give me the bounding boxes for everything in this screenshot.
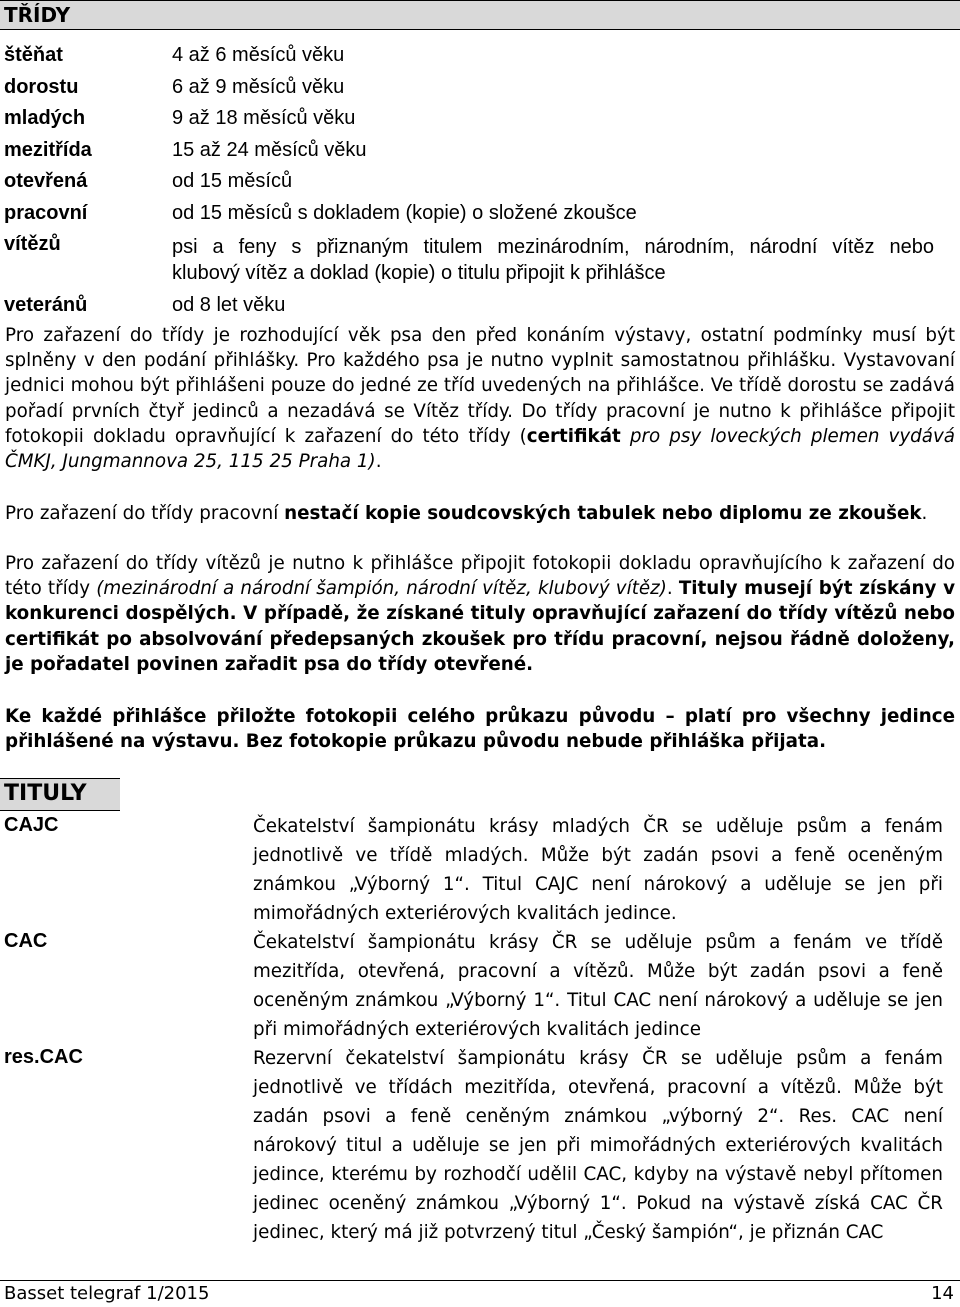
text: Pro zařazení do třídy vítězů je nutno k přihlášce připojit fotokopii dokladu opravňujícího k zařazení do této třídy — [5, 553, 955, 600]
class-desc-continued: klubový vítěz a doklad (kopie) o titulu připojit k přihlášce — [172, 262, 666, 284]
class-row — [4, 233, 954, 293]
class-row — [4, 44, 954, 74]
class-desc: 9 až 18 měsíců věku — [172, 107, 356, 129]
winners-class-paragraph — [5, 551, 955, 677]
class-name: dorostu — [4, 76, 79, 98]
class-row — [4, 294, 954, 324]
class-desc: psi a feny s přiznaným titulem mezinárodním, národním, národní vítěz nebo — [172, 236, 934, 258]
page-footer — [0, 1280, 960, 1307]
italic-text: (mezinárodní a národní šampión, národní vítěz, klubový vítěz) — [96, 578, 667, 600]
pedigree-notice — [5, 704, 955, 754]
classes-heading-bar — [0, 0, 960, 30]
class-row — [4, 170, 954, 200]
class-desc: od 15 měsíců — [172, 170, 293, 192]
class-name: mladých — [4, 107, 86, 129]
text: . — [375, 451, 382, 473]
titles-heading: TITULY — [4, 781, 87, 806]
bold-text: certifikát — [526, 425, 621, 447]
title-desc: Rezervní čekatelství šampionátu krásy ČR se uděluje psům a fenám jednotlivě ve třídách mezitřída, otevřená, pracovní a vítězů. Může být zadán psovi a feně ceněným známkou „výborný 2“. Res. CAC není nárokový titul a uděluje se jen při mimořádných exteriérových kvalitách jedince, kterému by rozhodčí udělil CAC, kdyby na výstavě nebyl přítomen jedinec oceněný známkou „Výborný 1“. Pokud na výstavě získá CAC ČR jedinec, který má již potvrzený titul „Český šampión“, je přiznán CAC — [253, 1048, 943, 1243]
publication-name: Basset telegraf 1/2015 — [4, 1283, 210, 1304]
italic-text: pro psy loveckých plemen vydává ČMKJ, Jungmannova 25, 115 25 Praha 1) — [5, 425, 955, 473]
title-name: CAC — [4, 930, 48, 952]
class-row — [4, 107, 954, 137]
bold-text: Ke každé přihlášce přiložte fotokopii celého průkazu původu – platí pro všechny jedince přihlášené na výstavu. Bez fotokopie průkazu původu nebude přihláška přijata. — [5, 706, 955, 753]
class-row — [4, 139, 954, 169]
title-desc: Čekatelství šampionátu krásy mladých ČR se uděluje psům a fenám jednotlivě ve třídě mladých. Může být zadán psovi a feně oceněným známkou „Výborný 1“. Titul CAJC není nárokový a uděluje se jen při mimořádných exteriérových kvalitách jedince. — [253, 816, 943, 924]
class-name: vítězů — [4, 233, 61, 255]
class-desc: 6 až 9 měsíců věku — [172, 76, 345, 98]
text: Pro zařazení do třídy je rozhodující věk psa den před konáním výstavy, ostatní podmínky musí být splněny v den podání přihlášky. Pro každého psa je nutno vyplnit samostatnou přihlášku. Vystavovaní jednici mohou být přihlášeni pouze do jedné ze tříd uvedených na přihlášce. Ve třídě dorostu se zadává pořadí prvních čtyř jedinců a nezadává se Vítěz třídy. Do třídy pracovní je nutno k přihlášce připojit fotokopii dokladu opravňující k zařazení do této třídy ( — [5, 325, 955, 447]
text: . — [921, 503, 928, 524]
text: . — [666, 578, 679, 600]
class-name: pracovní — [4, 202, 88, 224]
bold-text: Tituly musejí být získány v konkurenci dospělých. V případě, že získané tituly opravňující zařazení do třídy vítězů nebo certifikát po absolvování předepsaných zkoušek pro třídu pracovní, nejsou řádně doloženy, je pořadatel povinen zařadit psa do třídy otevřené. — [5, 578, 956, 675]
title-desc: Čekatelství šampionátu krásy ČR se uděluje psům a fenám ve třídě mezitřída, otevřená, pracovní a vítězů. Může být zadán psovi a feně oceněným známkou „Výborný 1“. Titul CAC není nárokový a uděluje se jen při mimořádných exteriérových kvalitách jedince — [253, 932, 943, 1040]
titles-heading-bar — [0, 778, 120, 811]
title-name: res.CAC — [4, 1046, 83, 1068]
class-desc: 15 až 24 měsíců věku — [172, 139, 367, 161]
class-desc: od 8 let věku — [172, 294, 286, 316]
bold-text: nestačí kopie soudcovských tabulek nebo diplomu ze zkoušek — [284, 503, 922, 524]
class-name: štěňat — [4, 44, 63, 66]
class-row — [4, 76, 954, 106]
class-name: mezitřída — [4, 139, 92, 161]
class-rules-paragraph — [5, 323, 955, 474]
class-desc: 4 až 6 měsíců věku — [172, 44, 345, 66]
class-name: veteránů — [4, 294, 88, 316]
working-class-note — [5, 501, 955, 526]
title-name: CAJC — [4, 814, 59, 836]
class-row — [4, 202, 954, 232]
page-number: 14 — [931, 1283, 954, 1304]
class-desc: od 15 měsíců s dokladem (kopie) o složené zkoušce — [172, 202, 637, 224]
classes-heading: TŘÍDY — [4, 3, 71, 27]
text: Pro zařazení do třídy pracovní — [5, 503, 285, 524]
class-name: otevřená — [4, 170, 88, 192]
